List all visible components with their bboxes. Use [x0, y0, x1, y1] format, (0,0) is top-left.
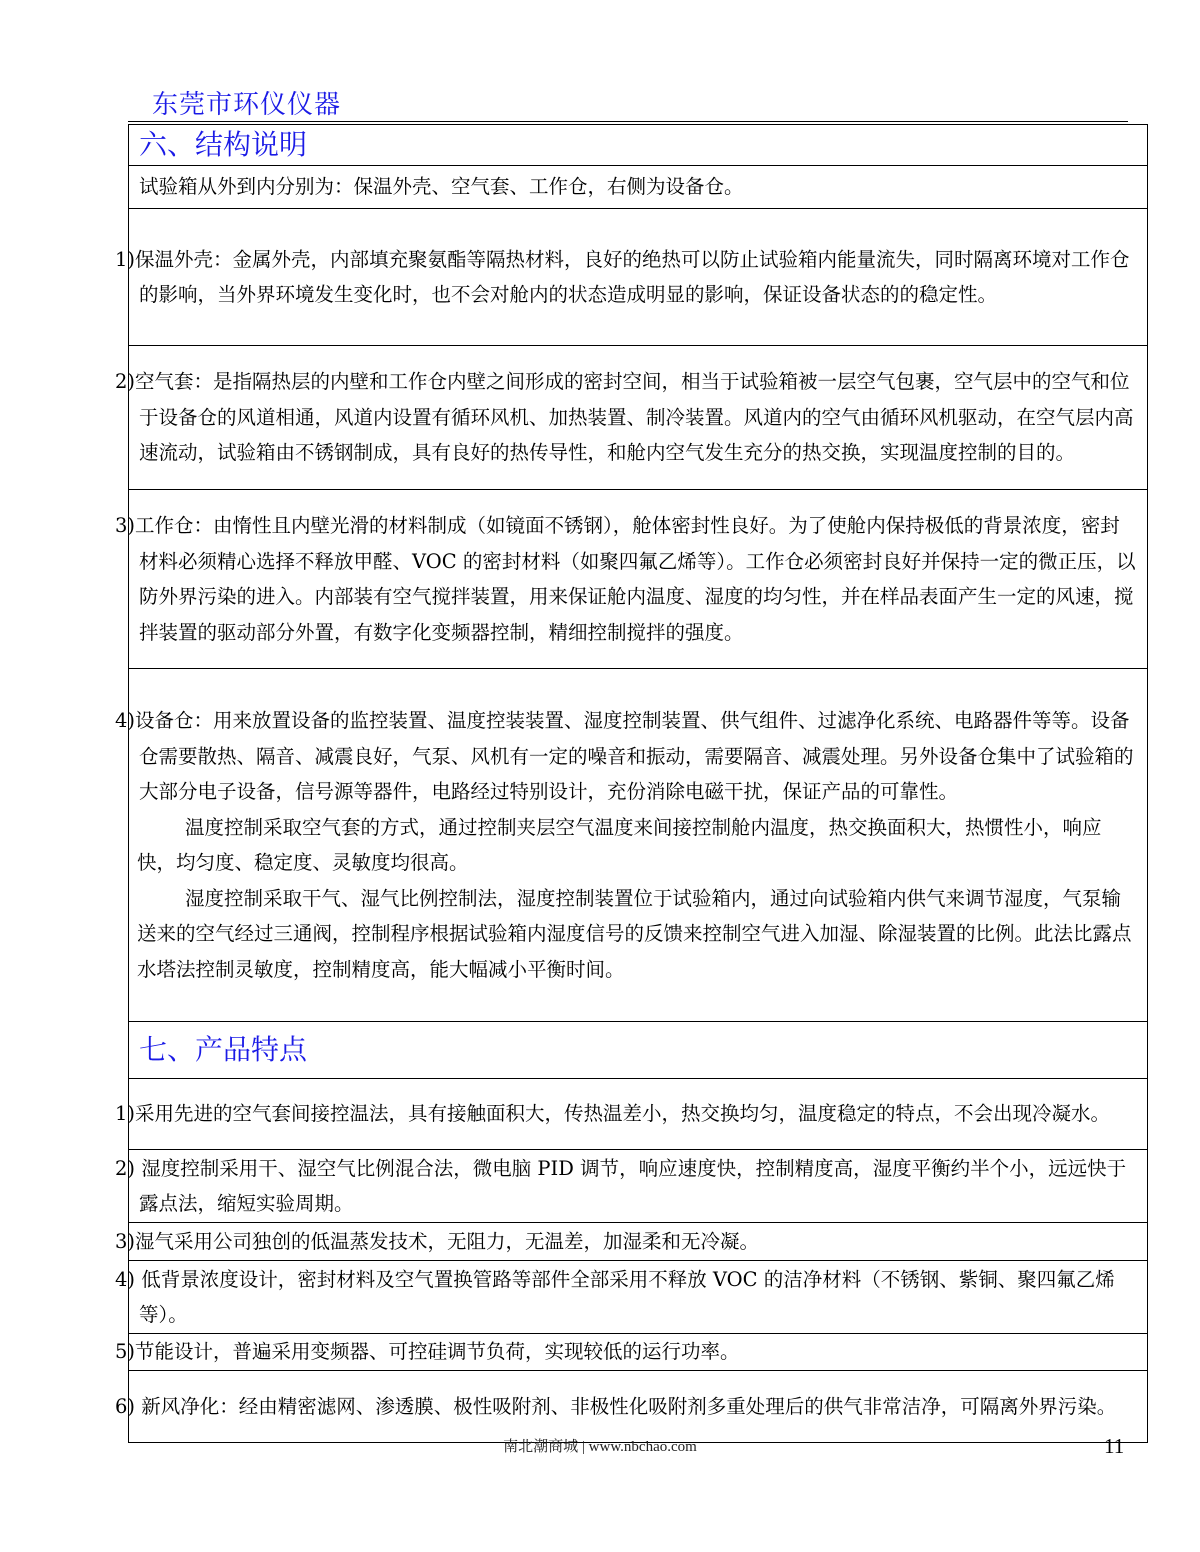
section-6-item-4-cell	[115, 669, 1148, 1022]
section-6-item-2: 2)空气套：是指隔热层的内壁和工作仓内壁之间形成的密封空间，相当于试验箱被一层空气包裹，空气层中的空气和位于设备仓的风道相通，风道内设置有循环风机、加热装置、制冷装置。风道内的空气由循环风机驱动，在空气层内高速流动，试验箱由不锈钢制成，具有良好的热传导性，和舱内空气发生充分的热交换，实现温度控制的目的。	[129, 346, 1148, 490]
section-6-item-row	[129, 346, 1148, 490]
section-6-intro-row	[129, 166, 1148, 209]
content-table	[115, 124, 1148, 1443]
section-7-item-5: 5)节能设计，普遍采用变频器、可控硅调节负荷，实现较低的运行功率。	[129, 1334, 1148, 1371]
section-7-item-row	[129, 1261, 1148, 1334]
temperature-control-paragraph: 温度控制采取空气套的方式，通过控制夹层空气温度来间接控制舱内温度，热交换面积大，热惯性小，响应快，均匀度、稳定度、灵敏度均很高。	[137, 815, 1102, 874]
section-7-item-row	[129, 1371, 1148, 1443]
section-6-item-row	[129, 669, 1148, 1022]
section-7-title: 七、产品特点	[129, 1022, 1148, 1079]
section-6-item-1: 1)保温外壳：金属外壳，内部填充聚氨酯等隔热材料，良好的绝热可以防止试验箱内能量流失，同时隔离环境对工作仓的影响，当外界环境发生变化时，也不会对舱内的状态造成明显的影响，保证设备状态的的稳定性。	[129, 209, 1148, 346]
section-7-item-1: 1)采用先进的空气套间接控温法，具有接触面积大，传热温差小，热交换均匀，温度稳定的特点，不会出现冷凝水。	[129, 1079, 1148, 1150]
section-6-title: 六、结构说明	[129, 125, 1148, 166]
humidity-control-paragraph: 湿度控制采取干气、湿气比例控制法，湿度控制装置位于试验箱内，通过向试验箱内供气来调节湿度，气泵输送来的空气经过三通阀，控制程序根据试验箱内湿度信号的反馈来控制空气进入加湿、除湿装置的比例。此法比露点水塔法控制灵敏度，控制精度高，能大幅减小平衡时间。	[137, 886, 1132, 981]
section-7-item-4: 4) 低背景浓度设计，密封材料及空气置换管路等部件全部采用不释放 VOC 的洁净材料（不锈钢、紫铜、聚四氟乙烯等）。	[129, 1261, 1148, 1334]
section-6-item-row	[129, 490, 1148, 669]
header-rule	[128, 121, 1128, 122]
section-6-title-row	[129, 125, 1148, 166]
section-7-item-row	[129, 1223, 1148, 1261]
section-7-title-row	[129, 1022, 1148, 1079]
page-number: 11	[1104, 1434, 1125, 1458]
section-7-item-2: 2) 湿度控制采用干、湿空气比例混合法，微电脑 PID 调节，响应速度快，控制精度高，湿度平衡约半个小，远远快于露点法，缩短实验周期。	[129, 1150, 1148, 1223]
section-7-item-row	[129, 1079, 1148, 1150]
section-6-item-4: 4)设备仓：用来放置设备的监控装置、温度控装装置、湿度控制装置、供气组件、过滤净化系统、电路器件等等。设备仓需要散热、隔音、减震良好，气泵、风机有一定的噪音和振动，需要隔音、减震处理。另外设备仓集中了试验箱的大部分电子设备，信号源等器件，电路经过特别设计，充份消除电磁干扰，保证产品的可靠性。	[115, 709, 1134, 803]
section-7-item-3: 3)湿气采用公司独创的低温蒸发技术，无阻力，无温差，加湿柔和无冷凝。	[129, 1223, 1148, 1261]
footer-site: 南北潮商城 | www.nbchao.com	[503, 1439, 697, 1455]
section-7-item-row	[129, 1150, 1148, 1223]
section-7-item-row	[129, 1334, 1148, 1371]
section-6-item-3: 3)工作仓：由惰性且内壁光滑的材料制成（如镜面不锈钢），舱体密封性良好。为了使舱内保持极低的背景浓度，密封材料必须精心选择不释放甲醛、VOC 的密封材料（如聚四氟乙烯等）。工作仓必须密封良好并保持一定的微正压，以防外界污染的进入。内部装有空气搅拌装置，用来保证舱内温度、湿度的均匀性，并在样品表面产生一定的风速，搅拌装置的驱动部分外置，有数字化变频器控制，精细控制搅拌的强度。	[129, 490, 1148, 669]
section-6-intro: 试验箱从外到内分别为：保温外壳、空气套、工作仓，右侧为设备仓。	[129, 166, 1148, 209]
section-7-item-6: 6) 新风净化：经由精密滤网、渗透膜、极性吸附剂、非极性化吸附剂多重处理后的供气非常洁净，可隔离外界污染。	[129, 1371, 1148, 1443]
section-6-item-row	[129, 209, 1148, 346]
company-name: 东莞市环仪仪器	[152, 90, 342, 120]
